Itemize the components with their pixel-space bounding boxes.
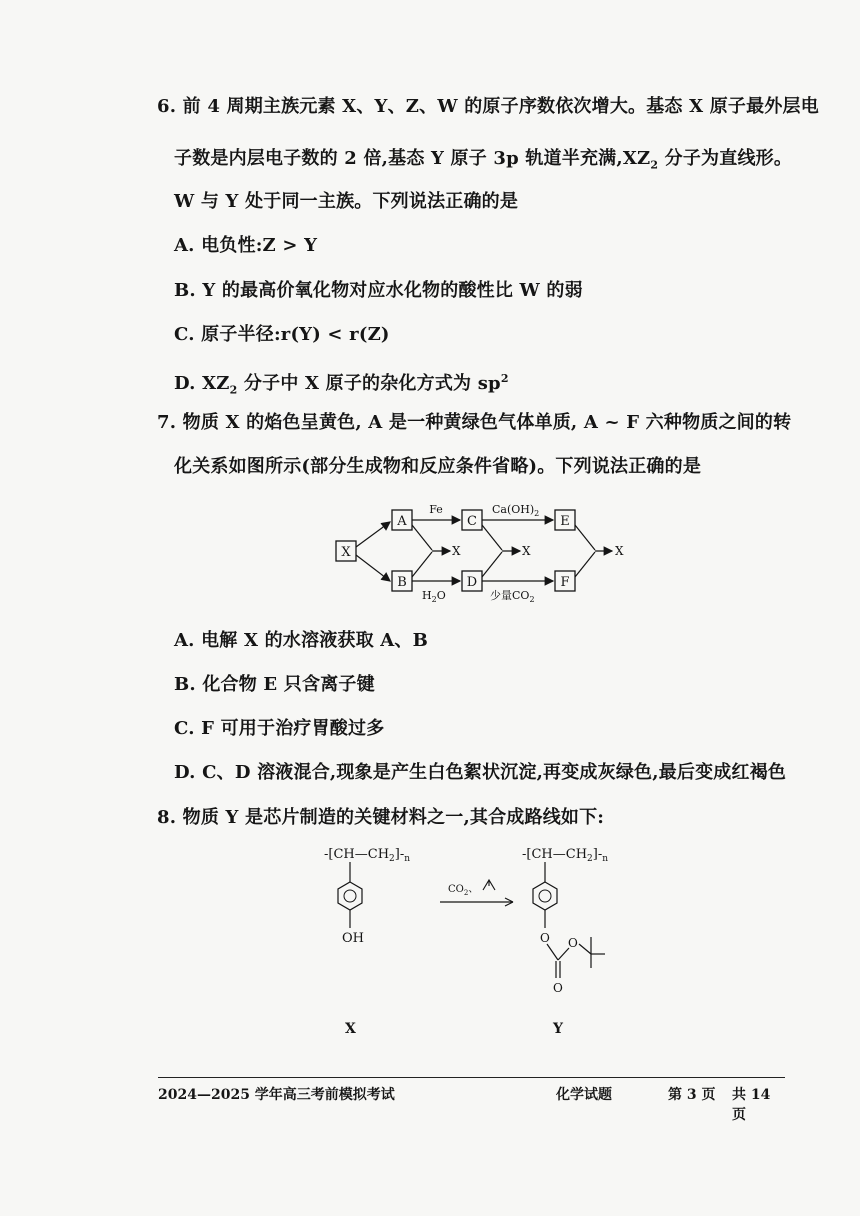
node-x — [336, 541, 356, 561]
q6-stem-line3: W 与 Y 处于同一主族。下列说法正确的是 — [174, 191, 519, 212]
node-f — [555, 571, 575, 591]
isobutene-icon — [483, 880, 495, 890]
q6-option-b: B. Y 的最高价氧化物对应水化物的酸性比 W 的弱 — [174, 280, 583, 301]
q7-option-b: B. 化合物 E 只含离子键 — [174, 674, 375, 695]
q7-option-d: D. C、D 溶液混合,现象是产生白色絮状沉淀,再变成灰绿色,最后变成红褐色 — [174, 762, 787, 783]
q7-stem-line2: 化关系如图所示(部分生成物和反应条件省略)。下列说法正确的是 — [174, 456, 702, 477]
y-ester-oxygen: O — [568, 936, 578, 950]
q8-synthesis-scheme — [300, 840, 630, 1040]
q6-optd-sub: 2 — [229, 383, 238, 397]
footer — [158, 1084, 784, 1123]
node-b-label: B — [397, 575, 407, 590]
x-hydroxyl: OH — [342, 931, 364, 946]
product-x-1: X — [452, 544, 461, 558]
label-x: X — [345, 1021, 356, 1037]
q6-optd-sup: 2 — [500, 372, 509, 385]
footer-total-pages: 共 14 页 — [732, 1087, 771, 1123]
node-c-label: C — [467, 514, 477, 529]
q7-option-c: C. F 可用于治疗胃酸过多 — [174, 718, 385, 739]
y-carbonyl-oxygen: O — [553, 981, 563, 995]
node-f-label: F — [560, 575, 570, 590]
q7-stem-line1: 7. 物质 X 的焰色呈黄色, A 是一种黄绿色气体单质, A ~ F 六种物质之间的转 — [157, 412, 792, 433]
q6-optd-text: D. XZ — [174, 373, 230, 394]
structure-x — [324, 847, 410, 946]
label-y: Y — [553, 1021, 563, 1037]
q7-option-a: A. 电解 X 的水溶液获取 A、B — [174, 630, 429, 651]
label-h2o: $H_2O$ — [422, 589, 446, 604]
footer-exam-title: 2024—2025 学年高三考前模拟考试 — [158, 1087, 395, 1103]
q6-line2-sub: 2 — [650, 158, 659, 172]
x-bracket-chain: $-[CH—CH_2]-_n$ — [324, 847, 411, 864]
node-b — [392, 571, 412, 591]
product-x-3: X — [615, 544, 624, 558]
q6-option-c: C. 原子半径:r(Y) < r(Z) — [174, 324, 390, 345]
node-d — [462, 571, 482, 591]
node-a-label: A — [397, 514, 407, 529]
footer-subject: 化学试题 — [556, 1087, 612, 1103]
y-ether-oxygen: O — [540, 931, 550, 945]
label-fe: Fe — [429, 503, 443, 516]
y-bracket-chain: $-[CH—CH_2]-_n$ — [522, 847, 609, 864]
q7-conversion-diagram — [330, 495, 650, 610]
reaction-arrow — [440, 880, 513, 906]
node-a — [392, 510, 412, 530]
node-c — [462, 510, 482, 530]
footer-page-number: 第 3 页 — [668, 1087, 716, 1103]
product-x-2: X — [522, 544, 531, 558]
q6-option-d — [174, 366, 509, 404]
reagent-co2: $CO_2$、 — [448, 884, 479, 897]
node-d-label: D — [466, 575, 478, 590]
q6-optd-mid: 分子中 X 原子的杂化方式为 sp — [237, 373, 501, 394]
q6-line2-post: 分子为直线形。 — [658, 148, 793, 169]
structure-y — [522, 847, 608, 995]
node-x-label: X — [341, 545, 351, 560]
node-e — [555, 510, 575, 530]
q8-stem: 8. 物质 Y 是芯片制造的关键材料之一,其合成路线如下: — [157, 807, 605, 828]
q6-option-a: A. 电负性:Z > Y — [174, 235, 318, 256]
node-e-label: E — [560, 514, 570, 529]
q6-stem-line1: 6. 前 4 周期主族元素 X、Y、Z、W 的原子序数依次增大。基态 X 原子最外层电 — [157, 96, 819, 117]
footer-rule — [158, 1077, 785, 1078]
label-co2: 少量$CO_2$ — [490, 589, 535, 604]
q6-stem-line2 — [174, 146, 792, 179]
label-caoh2: $Ca(OH)_2$ — [492, 503, 540, 518]
q6-line2-text: 子数是内层电子数的 2 倍,基态 Y 原子 3p 轨道半充满,XZ — [174, 148, 651, 169]
